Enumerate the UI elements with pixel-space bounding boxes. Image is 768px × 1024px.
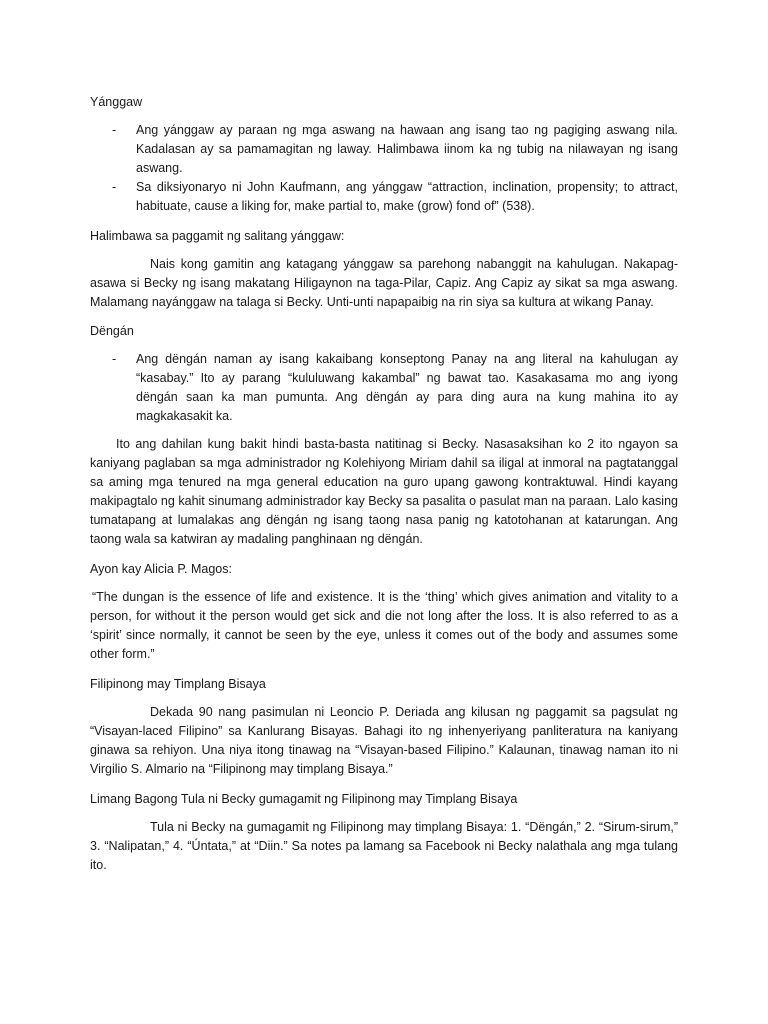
bullet-dash: - [112,180,117,194]
yanggaw-bullet-list [90,121,678,216]
bullet-text: Sa diksiyonaryo ni John Kaufmann, ang yánggaw “attraction, inclination, propensity; to attract, habituate, cause a liking for, make partial to, make (grow) fond of” (538). [136,180,678,213]
bullet-text: Ang yánggaw ay paraan ng mga aswang na hawaan ang isang tao ng pagiging aswang nila. Kadalasan ay sa pamamagitan ng laway. Halimbawa iinom ka ng tubig na nilawayan ng isang aswang. [136,123,678,175]
bullet-dash: - [112,352,117,366]
paragraph-halimbawa: Nais kong gamitin ang katagang yánggaw sa parehong nabanggit na kahulugan. Nakapag-asawa si Becky ng isang makatang Hiligaynon na taga-Pilar, Capiz. Ang Capiz ay sikat sa mga aswang. Malamang nayánggaw na talaga si Becky. Unti-unti napapaibig na rin siya sa kultura at wikang Panay. [90,257,678,309]
bullet-dash: - [112,123,117,137]
heading-yanggaw: Yánggaw [90,95,143,109]
list-item [90,121,678,178]
heading-dengan: Dëngán [90,324,134,338]
paragraph-magos-quote: “The dungan is the essence of life and existence. It is the ‘thing’ which gives animation and vitality to a person, for without it the person would get sick and die not long after the loss. It is also referred to as a ‘spirit’ since normally, it cannot be seen by the eye, unless it comes out of the body and assumes some other form.” [90,590,678,661]
paragraph-limang: Tula ni Becky na gumagamit ng Filipinong may timplang Bisaya: 1. “Dëngán,” 2. “Sirum-sirum,” 3. “Nalipatan,” 4. “Úntata,” at “Diin.” Sa notes pa lamang sa Facebook ni Becky nalathala ang mga tulang ito. [90,820,678,872]
heading-halimbawa: Halimbawa sa paggamit ng salitang yánggaw: [90,229,345,243]
heading-limang: Limang Bagong Tula ni Becky gumagamit ng Filipinong may Timplang Bisaya [90,792,518,806]
dengan-bullet-list [90,350,678,426]
list-item [90,178,678,216]
bullet-text: Ang dëngán naman ay isang kakaibang konseptong Panay na ang literal na kahulugan ay “kasabay.” Ito ay parang “kululuwang kakambal” ng bawat tao. Kasakasama mo ang iyong dëngán saan ka man pumunta. Ang dëngán ay para ding aura na kung mahina ito ay magkakasakit ka. [136,352,678,423]
paragraph-filipinong: Dekada 90 nang pasimulan ni Leoncio P. Deriada ang kilusan ng paggamit sa pagsulat ng “Visayan-laced Filipino” sa Kanlurang Bisayas. Bahagi ito ng inhenyeriyang panliteratura na kaniyang ginawa sa rehiyon. Una niya itong tinawag na “Visayan-based Filipino.” Kalaunan, tinawag naman ito ni Virgilio S. Almario na “Filipinong may timplang Bisaya.” [90,705,678,776]
paragraph-dengan: Ito ang dahilan kung bakit hindi basta-basta natitinag si Becky. Nasasaksihan ko 2 ito ngayon sa kaniyang paglaban sa mga administrador ng Kolehiyong Miriam dahil sa iligal at inmoral na pagtatanggal sa aming mga tenured na mga general education na guro upang gawong kontraktuwal. Hindi kayang makipagtalo ng kahit sinumang administrador kay Becky sa pasalita o pasulat man na paraan. Lalo kasing tumatapang at lumalakas ang dëngán ng isang taong nasa panig ng katotohanan at katarungan. Ang taong wala sa katwiran ay madaling panghinaan ng dëngán. [90,437,678,546]
list-item [90,350,678,426]
heading-filipinong: Filipinong may Timplang Bisaya [90,677,266,691]
heading-magos: Ayon kay Alicia P. Magos: [90,562,232,576]
